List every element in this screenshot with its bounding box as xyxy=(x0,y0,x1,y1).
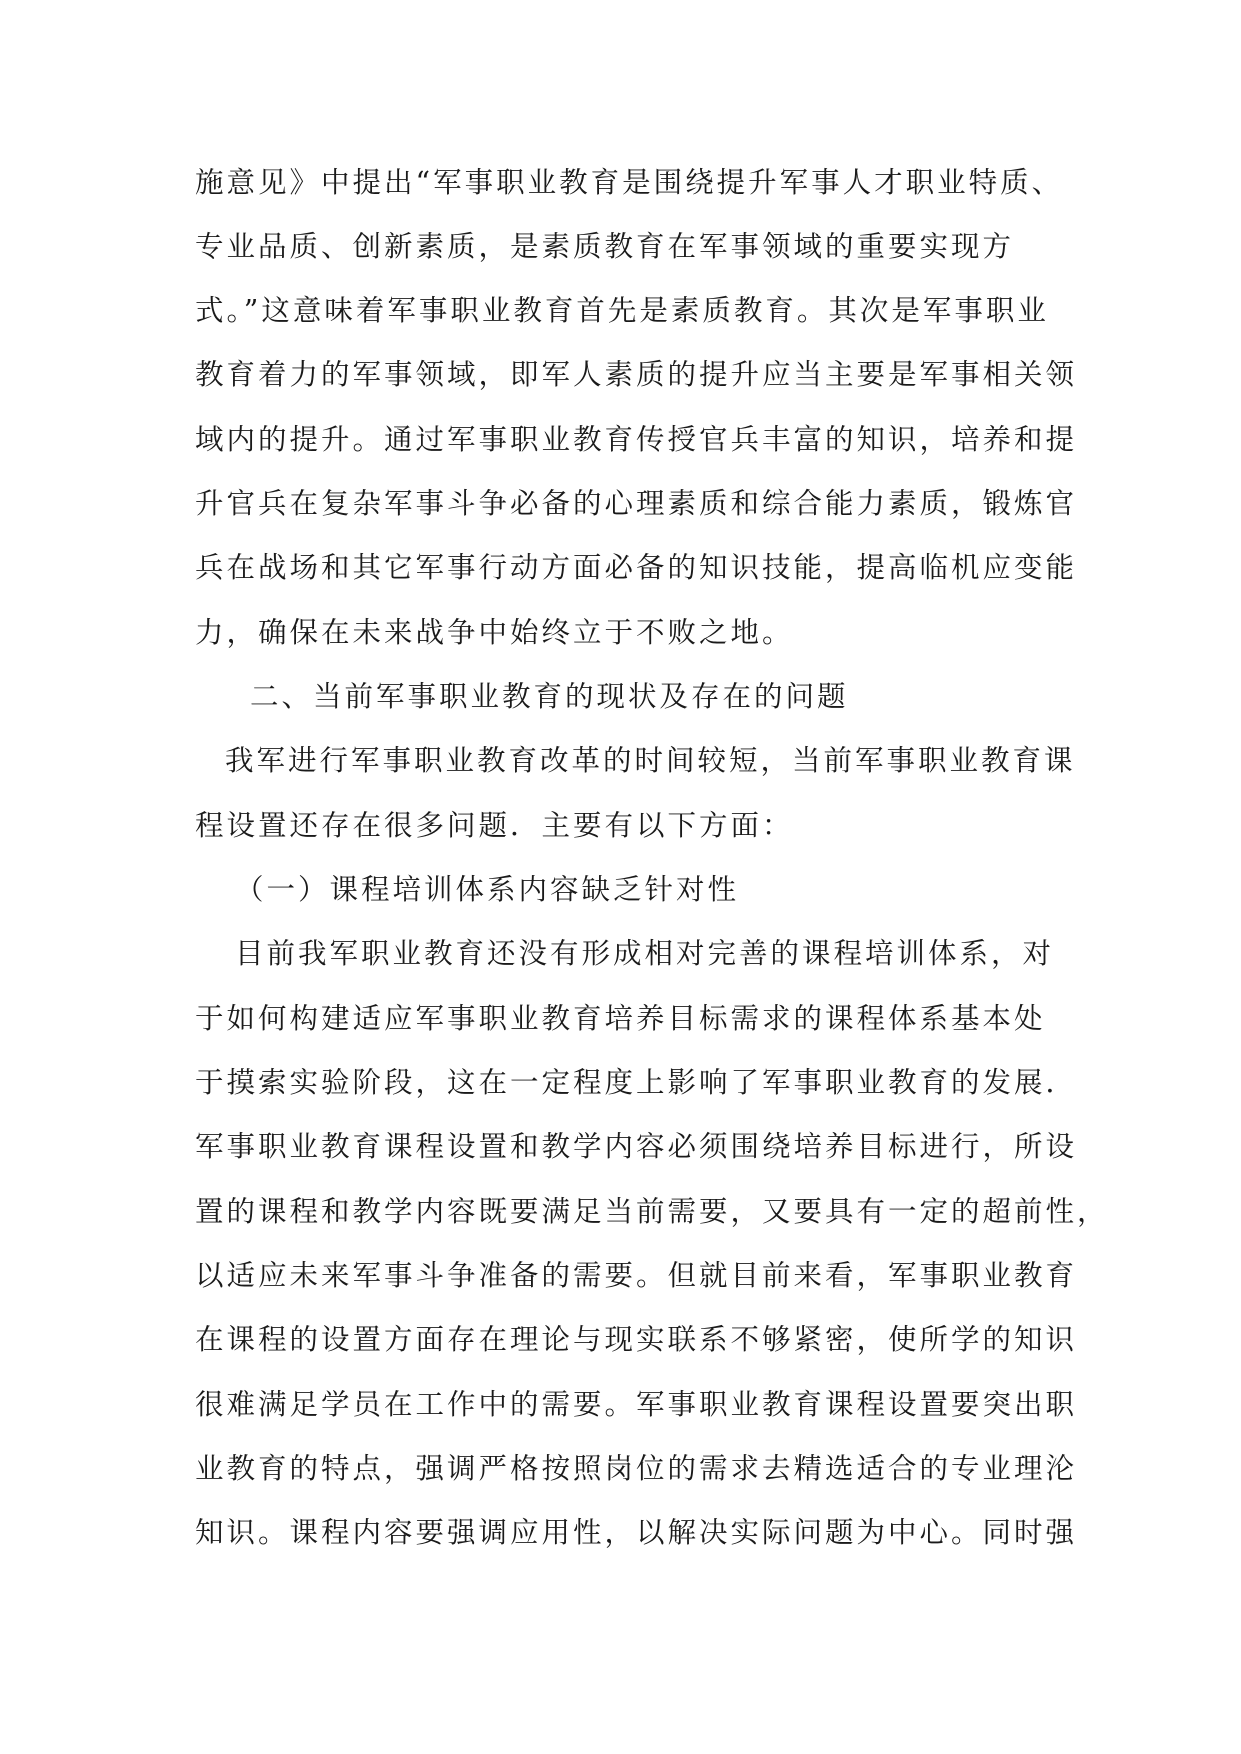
text-line: 程设置还存在很多问题．主要有以下方面： xyxy=(195,809,794,842)
text-line: 教育着力的军事领域，即军人素质的提升应当主要是军事相关领 xyxy=(195,358,1078,391)
text-line: 业教育的特点，强调严格按照岗位的需求去精选适合的专业理沦 xyxy=(195,1452,1078,1485)
text-line: 以适应未来军事斗争准备的需要。但就目前来看，军事职业教育 xyxy=(195,1259,1078,1292)
text-line: 在课程的设置方面存在理论与现实联系不够紧密，使所学的知识 xyxy=(195,1323,1078,1356)
text-line: 于如何构建适应军事职业教育培养目标需求的课程体系基本处 xyxy=(195,1002,1046,1035)
text-line: 很难满足学员在工作中的需要。军事职业教育课程设置要突出职 xyxy=(195,1388,1078,1421)
text-line: 专业品质、创新素质，是素质教育在军事领域的重要实现方 xyxy=(195,230,1015,263)
subsection-heading: （一）课程培训体系内容缺乏针对性 xyxy=(235,873,740,906)
section-heading: 二、当前军事职业教育的现状及存在的问题 xyxy=(250,680,849,713)
text-line: 域内的提升。通过军事职业教育传授官兵丰富的知识，培养和提 xyxy=(195,423,1078,456)
text-line: 升官兵在复杂军事斗争必备的心理素质和综合能力素质，锻炼官 xyxy=(195,487,1078,520)
text-line: 施意见》中提出“军事职业教育是围绕提升军事人才职业特质、 xyxy=(195,166,1064,199)
text-line: 我军进行军事职业教育改革的时间较短，当前军事职业教育课 xyxy=(225,744,1076,777)
text-line: 军事职业教育课程设置和教学内容必须围绕培养目标进行，所设 xyxy=(195,1130,1078,1163)
text-line: 于摸索实验阶段，这在一定程度上影响了军事职业教育的发展． xyxy=(195,1066,1078,1099)
text-line: 目前我军职业教育还没有形成相对完善的课程培训体系，对 xyxy=(235,937,1055,970)
text-line: 力，确保在未来战争中始终立于不败之地。 xyxy=(195,616,794,649)
text-line: 置的课程和教学内容既要满足当前需要，又要具有一定的超前性， xyxy=(195,1195,1109,1228)
text-line: 兵在战场和其它军事行动方面必备的知识技能，提高临机应变能 xyxy=(195,551,1078,584)
text-line: 式。”这意味着军事职业教育首先是素质教育。其次是军事职业 xyxy=(195,294,1049,327)
text-line: 知识。课程内容要强调应用性，以解决实际问题为中心。同时强 xyxy=(195,1516,1078,1549)
